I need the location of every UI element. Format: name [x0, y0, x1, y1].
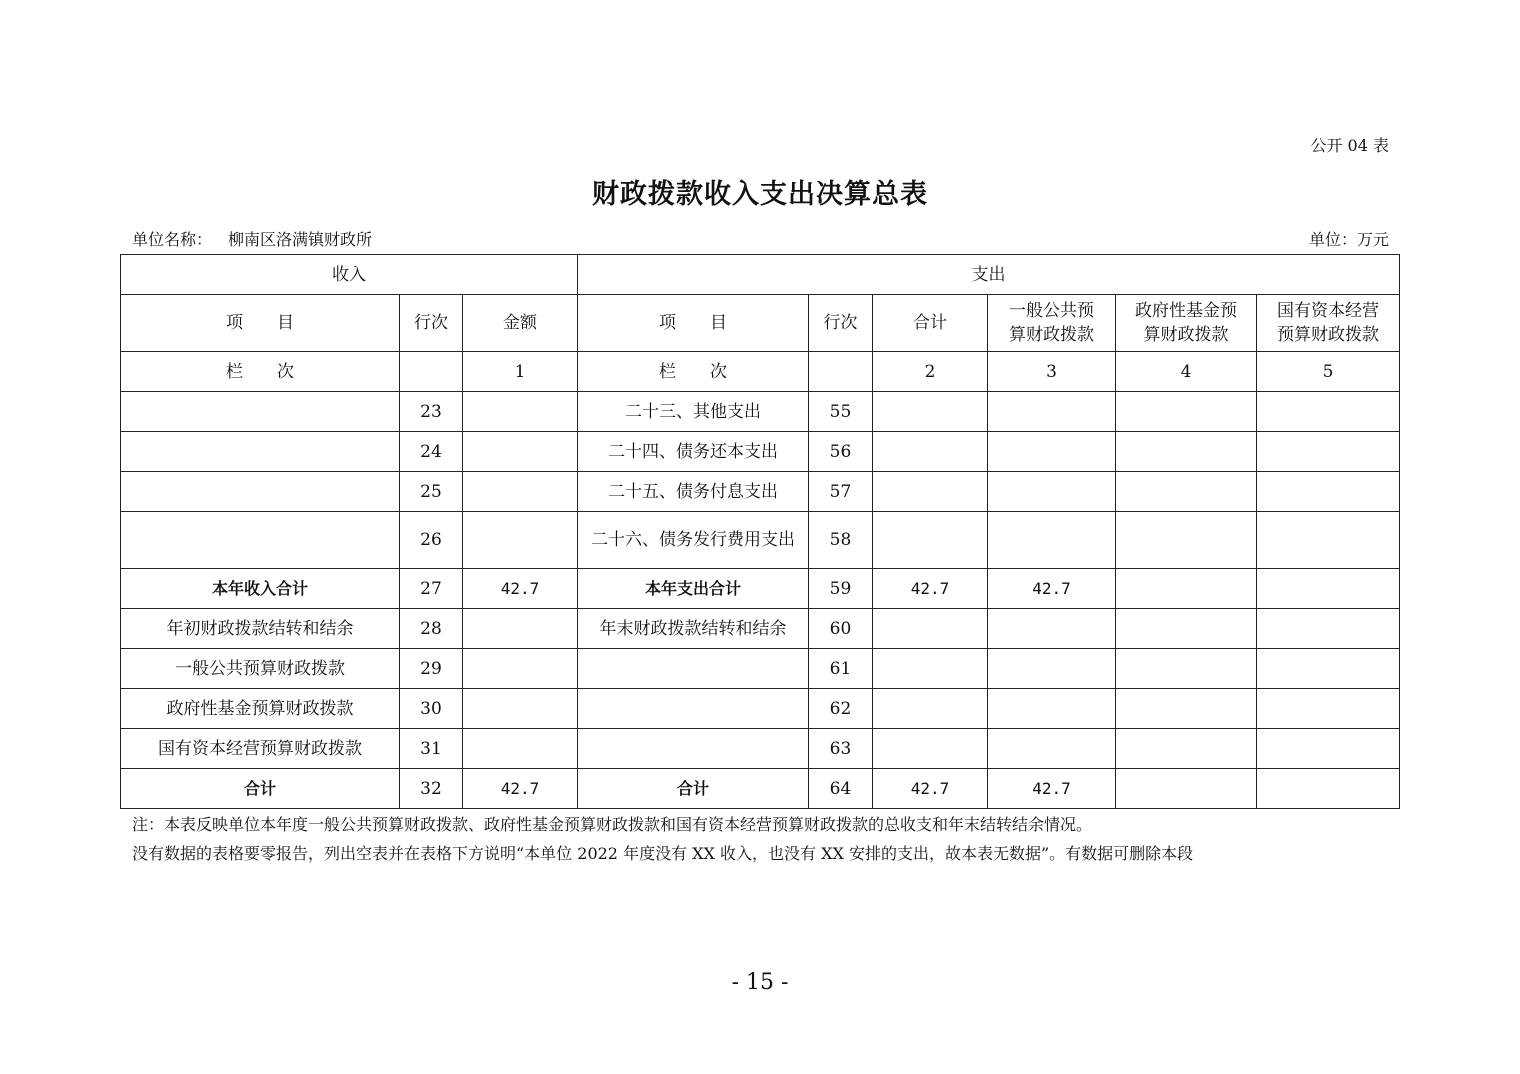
expense-fund — [1116, 649, 1257, 689]
expense-item: 年末财政拨款结转和结余 — [578, 609, 809, 649]
subtotal-row — [121, 569, 1400, 609]
total-row — [121, 769, 1400, 809]
col-fund-l2: 算财政拨款 — [1143, 325, 1229, 345]
col-general-l1: 一般公共预 — [1009, 301, 1094, 321]
income-item — [121, 432, 400, 472]
col-state-capital — [1257, 295, 1400, 352]
expense-general — [988, 729, 1116, 769]
income-amount — [463, 649, 578, 689]
expense-fund — [1116, 392, 1257, 432]
unit-name-line — [132, 227, 372, 250]
expense-state — [1257, 392, 1400, 432]
expense-total: 42.7 — [873, 569, 988, 609]
income-line: 23 — [400, 392, 463, 432]
expense-fund — [1116, 689, 1257, 729]
expense-general: 42.7 — [988, 569, 1116, 609]
income-amount — [463, 392, 578, 432]
expense-line: 57 — [809, 472, 873, 512]
expense-state — [1257, 769, 1400, 809]
expense-line: 58 — [809, 512, 873, 569]
income-line: 30 — [400, 689, 463, 729]
income-line: 31 — [400, 729, 463, 769]
table-row — [121, 392, 1400, 432]
income-line: 27 — [400, 569, 463, 609]
expense-item: 二十六、债务发行费用支出 — [578, 512, 809, 569]
col-income-line: 行次 — [400, 295, 463, 352]
income-item: 政府性基金预算财政拨款 — [121, 689, 400, 729]
income-line: 25 — [400, 472, 463, 512]
expense-fund — [1116, 729, 1257, 769]
expense-line: 59 — [809, 569, 873, 609]
table-row — [121, 432, 1400, 472]
expense-line: 56 — [809, 432, 873, 472]
lanci-num: 5 — [1257, 352, 1400, 392]
expense-fund — [1116, 472, 1257, 512]
expense-fund — [1116, 569, 1257, 609]
income-amount — [463, 472, 578, 512]
income-item: 本年收入合计 — [121, 569, 400, 609]
expense-general — [988, 512, 1116, 569]
expense-total — [873, 649, 988, 689]
expense-total — [873, 512, 988, 569]
col-expense-item: 项 目 — [578, 295, 809, 352]
currency-unit: 单位：万元 — [1308, 230, 1389, 249]
lanci-expense: 栏 次 — [578, 352, 809, 392]
lanci-num: 4 — [1116, 352, 1257, 392]
expense-general — [988, 689, 1116, 729]
expense-general — [988, 392, 1116, 432]
col-income-item: 项 目 — [121, 295, 400, 352]
income-line: 24 — [400, 432, 463, 472]
expense-item — [578, 689, 809, 729]
lanci-num: 2 — [873, 352, 988, 392]
expense-item: 合计 — [578, 769, 809, 809]
income-amount: 42.7 — [463, 769, 578, 809]
expense-item — [578, 649, 809, 689]
table-row — [121, 609, 1400, 649]
form-code: 公开 04 表 — [1310, 136, 1389, 155]
table-row — [121, 729, 1400, 769]
page-title: 财政拨款收入支出决算总表 — [592, 179, 928, 210]
table-note: 注：本表反映单位本年度一般公共预算财政拨款、政府性基金预算财政拨款和国有资本经营预算财政拨款的总收支和年末结转结余情况。 — [132, 815, 1093, 834]
expense-fund — [1116, 512, 1257, 569]
col-state-l2: 预算财政拨款 — [1277, 325, 1379, 345]
income-amount — [463, 512, 578, 569]
expense-general — [988, 609, 1116, 649]
appropriation-table — [120, 254, 1400, 809]
expense-state — [1257, 649, 1400, 689]
income-item: 一般公共预算财政拨款 — [121, 649, 400, 689]
expense-header: 支出 — [578, 255, 1400, 295]
expense-general — [988, 649, 1116, 689]
income-line: 28 — [400, 609, 463, 649]
expense-state — [1257, 689, 1400, 729]
lanci-num: 1 — [463, 352, 578, 392]
expense-general: 42.7 — [988, 769, 1116, 809]
expense-item: 本年支出合计 — [578, 569, 809, 609]
col-fund-budget — [1116, 295, 1257, 352]
expense-item: 二十三、其他支出 — [578, 392, 809, 432]
expense-state — [1257, 729, 1400, 769]
expense-item — [578, 729, 809, 769]
expense-line: 64 — [809, 769, 873, 809]
expense-total — [873, 472, 988, 512]
col-expense-line: 行次 — [809, 295, 873, 352]
income-item — [121, 472, 400, 512]
lanci-num: 3 — [988, 352, 1116, 392]
expense-line: 62 — [809, 689, 873, 729]
income-amount — [463, 729, 578, 769]
col-state-l1: 国有资本经营 — [1277, 301, 1379, 321]
expense-fund — [1116, 432, 1257, 472]
page-number: - 15 - — [731, 970, 789, 995]
expense-state — [1257, 609, 1400, 649]
expense-line: 55 — [809, 392, 873, 432]
expense-item: 二十四、债务还本支出 — [578, 432, 809, 472]
unit-name-value: 柳南区洛满镇财政所 — [228, 230, 373, 249]
income-amount — [463, 689, 578, 729]
zero-report-note: 没有数据的表格要零报告，列出空表并在表格下方说明“本单位 2022 年度没有 XX 收入，也没有 XX 安排的支出，故本表无数据”。有数据可删除本段 — [132, 844, 1194, 863]
col-expense-total: 合计 — [873, 295, 988, 352]
expense-total — [873, 432, 988, 472]
expense-fund — [1116, 769, 1257, 809]
income-line: 29 — [400, 649, 463, 689]
table-row — [121, 472, 1400, 512]
col-general-l2: 算财政拨款 — [1009, 325, 1094, 345]
expense-total — [873, 729, 988, 769]
income-item — [121, 392, 400, 432]
expense-state — [1257, 569, 1400, 609]
lanci-blank — [809, 352, 873, 392]
income-item: 年初财政拨款结转和结余 — [121, 609, 400, 649]
expense-general — [988, 472, 1116, 512]
table-row — [121, 649, 1400, 689]
income-item: 合计 — [121, 769, 400, 809]
expense-total: 42.7 — [873, 769, 988, 809]
expense-state — [1257, 432, 1400, 472]
expense-total — [873, 689, 988, 729]
expense-fund — [1116, 609, 1257, 649]
table-row — [121, 689, 1400, 729]
expense-line: 60 — [809, 609, 873, 649]
lanci-blank — [400, 352, 463, 392]
expense-line: 61 — [809, 649, 873, 689]
expense-total — [873, 392, 988, 432]
col-income-amount: 金额 — [463, 295, 578, 352]
column-header-row — [121, 295, 1400, 352]
col-general-budget — [988, 295, 1116, 352]
income-item — [121, 512, 400, 569]
income-header: 收入 — [121, 255, 578, 295]
table-row — [121, 512, 1400, 569]
income-line: 32 — [400, 769, 463, 809]
expense-state — [1257, 512, 1400, 569]
income-line: 26 — [400, 512, 463, 569]
section-header-row — [121, 255, 1400, 295]
unit-name-label: 单位名称： — [132, 230, 213, 249]
expense-total — [873, 609, 988, 649]
income-amount — [463, 432, 578, 472]
col-fund-l1: 政府性基金预 — [1135, 301, 1237, 321]
expense-item: 二十五、债务付息支出 — [578, 472, 809, 512]
column-number-row — [121, 352, 1400, 392]
income-amount: 42.7 — [463, 569, 578, 609]
income-amount — [463, 609, 578, 649]
income-item: 国有资本经营预算财政拨款 — [121, 729, 400, 769]
expense-general — [988, 432, 1116, 472]
lanci-income: 栏 次 — [121, 352, 400, 392]
expense-state — [1257, 472, 1400, 512]
expense-line: 63 — [809, 729, 873, 769]
